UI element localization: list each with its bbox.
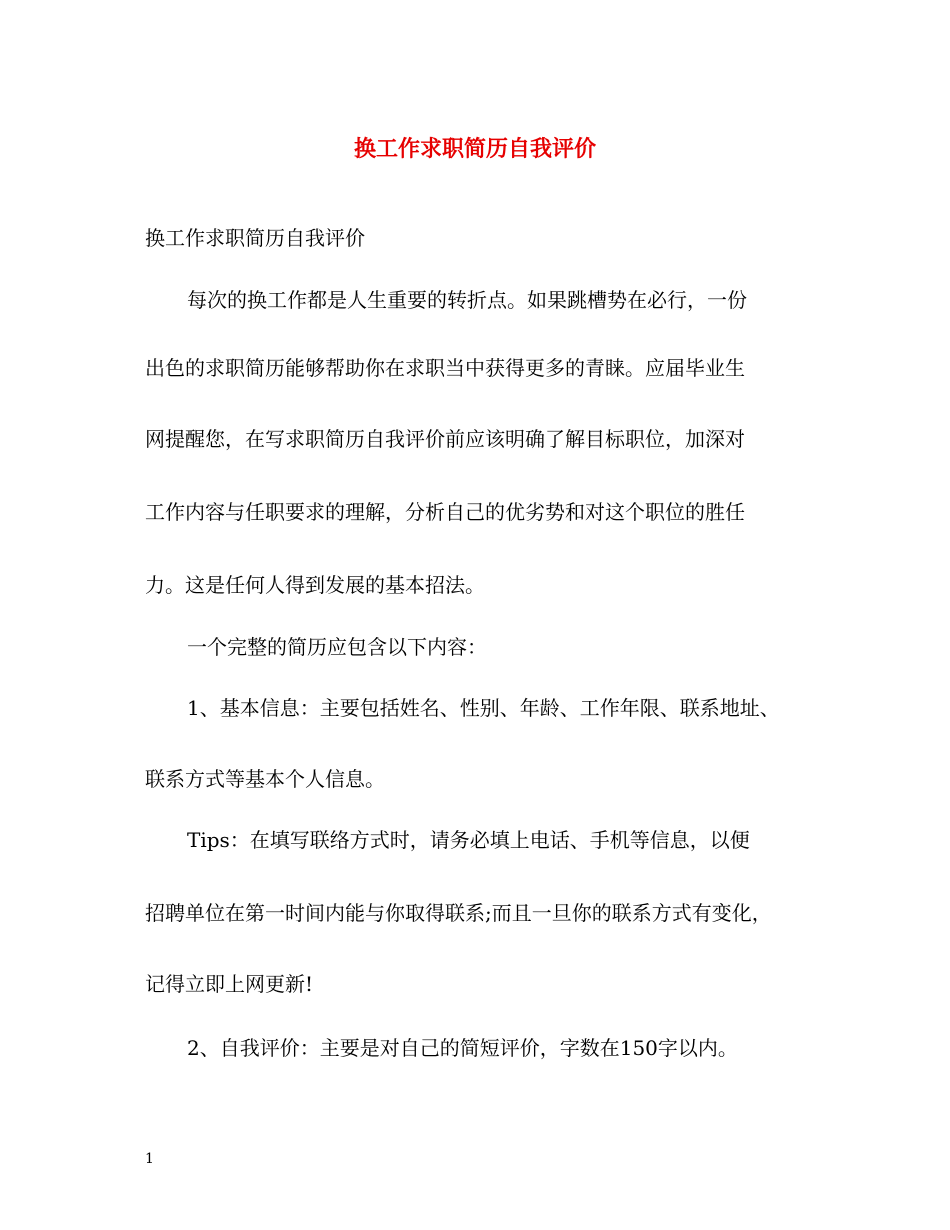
paragraph-line: 记得立即上网更新! [145, 972, 314, 996]
paragraph-line: 招聘单位在第一时间内能与你取得联系;而且一旦你的联系方式有变化， [145, 901, 772, 925]
paragraph-line: 每次的换工作都是人生重要的转折点。如果跳槽势在必行，一份 [187, 288, 747, 312]
paragraph-line: 1、基本信息：主要包括姓名、性别、年龄、工作年限、联系地址、 [187, 696, 780, 720]
paragraph-line: 工作内容与任职要求的理解，分析自己的优劣势和对这个职位的胜任 [145, 500, 745, 524]
document-title: 换工作求职简历自我评价 [353, 136, 596, 162]
paragraph-line: 力。这是任何人得到发展的基本招法。 [145, 573, 485, 597]
paragraph-line: Tips：在填写联络方式时，请务必填上电话、手机等信息，以便 [187, 828, 750, 852]
paragraph-line: 联系方式等基本个人信息。 [145, 767, 385, 791]
page-number: 1 [145, 1151, 154, 1167]
paragraph-line: 网提醒您，在写求职简历自我评价前应该明确了解目标职位，加深对 [145, 427, 745, 451]
subtitle: 换工作求职简历自我评价 [145, 226, 365, 250]
paragraph-line: 出色的求职简历能够帮助你在求职当中获得更多的青睐。应届毕业生 [145, 356, 745, 380]
paragraph-line: 一个完整的简历应包含以下内容： [187, 635, 487, 659]
paragraph-line: 2、自我评价：主要是对自己的简短评价，字数在150字以内。 [187, 1036, 738, 1060]
